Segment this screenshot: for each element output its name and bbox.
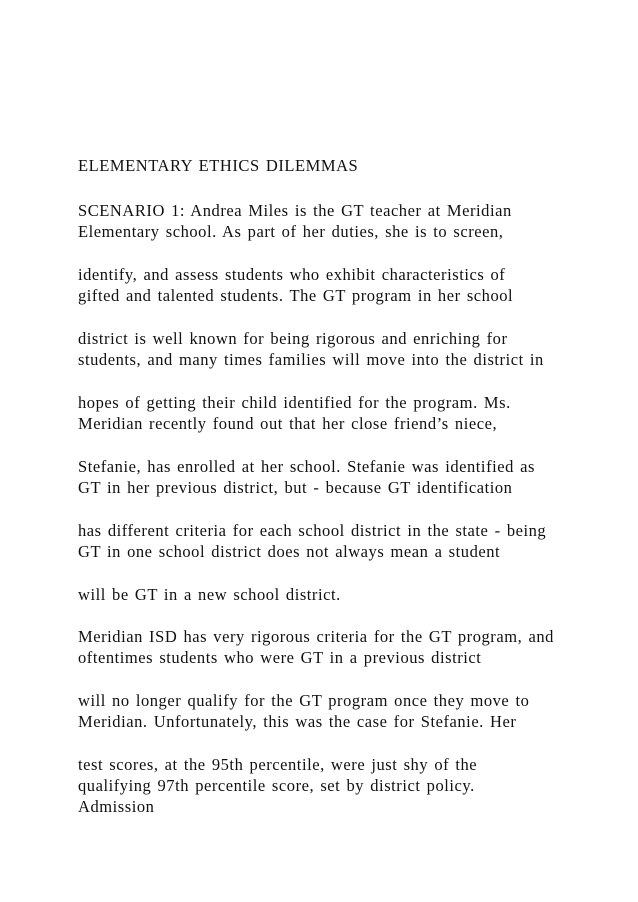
text-line: GT in her previous district, but - because GT identification	[78, 478, 513, 497]
text-line: identify, and assess students who exhibit characteristics of	[78, 265, 506, 284]
text-line: has different criteria for each school district in the state - being	[78, 521, 547, 540]
text-line: Meridian. Unfortunately, this was the case for Stefanie. Her	[78, 712, 517, 731]
text-line: oftentimes students who were GT in a previous district	[78, 648, 482, 667]
text-line: will no longer qualify for the GT program once they move to	[78, 691, 530, 710]
text-line: Stefanie, has enrolled at her school. Stefanie was identified as	[78, 457, 535, 476]
text-line: students, and many times families will move into the district in	[78, 350, 544, 369]
text-line: Meridian recently found out that her close friend’s niece,	[78, 414, 498, 433]
text-line: will be GT in a new school district.	[78, 585, 341, 604]
text-line: gifted and talented students. The GT program in her school	[78, 286, 514, 305]
text-line: hopes of getting their child identified for the program. Ms.	[78, 393, 511, 412]
text-line: SCENARIO 1: Andrea Miles is the GT teacher at Meridian	[78, 201, 512, 220]
text-line: GT in one school district does not always mean a student	[78, 542, 501, 561]
document-title: ELEMENTARY ETHICS DILEMMAS	[78, 156, 359, 175]
text-line: Admission	[78, 797, 155, 816]
text-line: qualifying 97th percentile score, set by district policy.	[78, 776, 475, 795]
text-line: Elementary school. As part of her duties, she is to screen,	[78, 222, 504, 241]
text-line: test scores, at the 95th percentile, were just shy of the	[78, 755, 478, 774]
text-line: Meridian ISD has very rigorous criteria for the GT program, and	[78, 627, 554, 646]
text-line: district is well known for being rigorous and enriching for	[78, 329, 508, 348]
